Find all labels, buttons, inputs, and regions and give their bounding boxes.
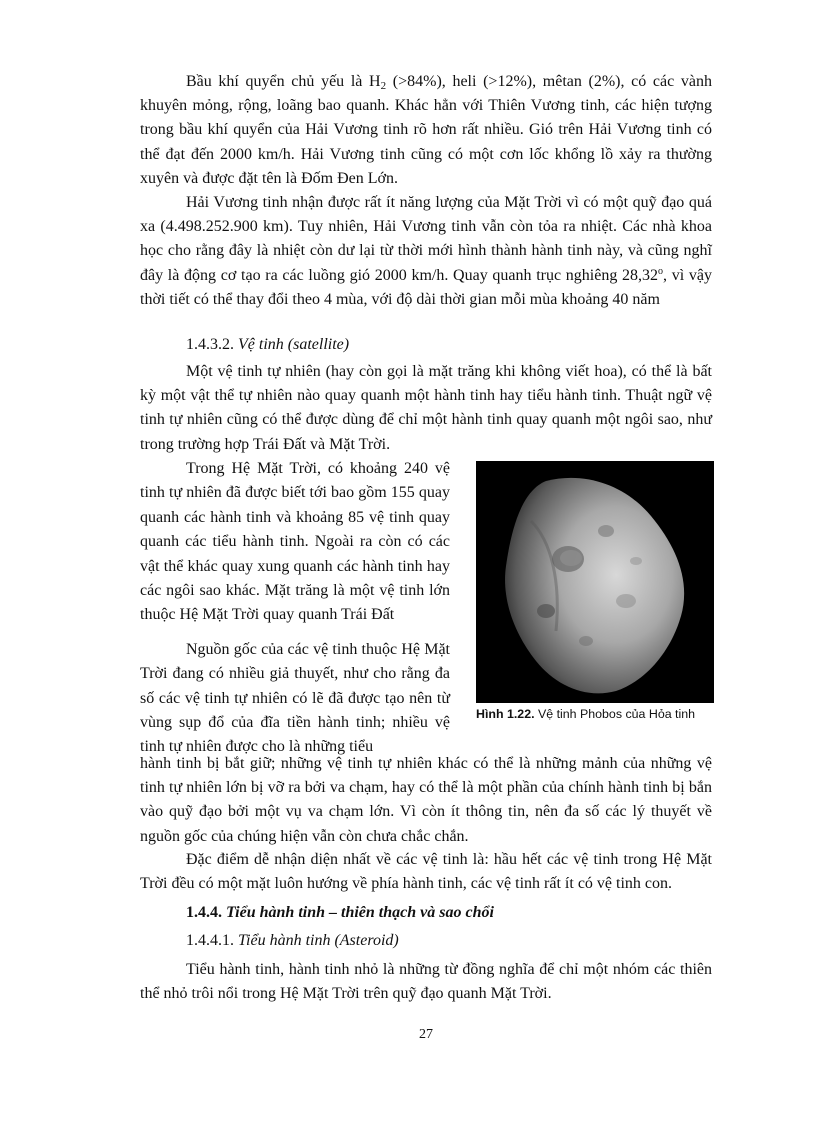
paragraph-satellite-origin-end: hành tinh bị bắt giữ; những vệ tinh tự nhiên khác có thể là những mảnh của những vệ tinh tự nhiên lớn bị vỡ ra bởi va chạm, hay có thể là một phần của chính hành tinh bị bắn vào quỹ đạo bởi một vụ va chạm lớn. Vì còn ít thông tin, nên đa số các lý thuyết về nguồn gốc của chúng hiện vẫn còn chưa chắc chắn. [140,755,712,845]
heading-asteroid: 1.4.4.1. Tiểu hành tinh (Asteroid) [186,932,399,949]
page-number: 27 [419,1027,433,1042]
paragraph-neptune-energy: Hải Vương tinh nhận được rất ít năng lượng của Mặt Trời vì có một quỹ đạo quá xa (4.498.252.900 km). Tuy nhiên, Hải Vương tinh vẫn còn tỏa ra nhiệt. Các nhà khoa học cho rằng đây là nhiệt còn dư lại từ thời mới hình thành hành tinh này, và cũng nghĩ đây là động cơ tạo ra các luồng gió 2000 km/h. Quay quanh trục nghiêng 28,32$^o$, vì vậy thời tiết có thể thay đổi theo 4 mùa, với độ dài thời gian mỗi mùa khoảng 40 năm [140,194,713,308]
heading-satellite: 1.4.3.2. Vệ tinh (satellite) [186,336,350,353]
heading-asteroids-comets: 1.4.4. Tiểu hành tinh – thiên thạch và sao chổi [186,904,494,921]
phobos-image [476,461,714,703]
paragraph-satellite-features: Đặc điểm dễ nhận diện nhất về các vệ tinh là: hầu hết các vệ tinh trong Hệ Mặt Trời đều có một mặt luôn hướng về phía hành tinh, các vệ tinh rất ít có vệ tinh con. [140,851,712,893]
figure-caption: Hình 1.22. Vệ tinh Phobos của Hỏa tinh [476,707,696,721]
wrapped-text-block [140,457,450,760]
figure-phobos [476,461,716,721]
paragraph-satellite-origin-start: Nguồn gốc của các vệ tinh thuộc Hệ Mặt Trời đang có nhiều giả thuyết, như cho rằng đa số các vệ tinh tự nhiên có lẽ đã được tạo nên từ vùng sụp đổ của đĩa tiền hành tinh; nhiều vệ tinh tự nhiên được cho là những tiểu [140,640,450,756]
paragraph-atmosphere: Bầu khí quyển chủ yếu là $H_2$ (>84%), heli (>12%), mêtan (2%), có các vành khuyên mỏng, rộng, loãng bao quanh. Khác hẳn với Thiên Vương tinh, các hiện tượng trong bầu khí quyển của Hải Vương tinh rõ hơn rất nhiều. Gió trên Hải Vương tinh có thể đạt đến 2000 km/h. Hải Vương tinh cũng có một cơn lốc khổng lồ xảy ra thường xuyên và được đặt tên là Đốm Đen Lớn. [140,73,713,187]
paragraph-asteroid-definition: Tiểu hành tinh, hành tinh nhỏ là những từ đồng nghĩa để chỉ một nhóm các thiên thể nhỏ trôi nổi trong Hệ Mặt Trời trên quỹ đạo quanh Mặt Trời. [140,961,712,1003]
paragraph-natural-satellite: Một vệ tinh tự nhiên (hay còn gọi là mặt trăng khi không viết hoa), có thể là bất kỳ một vật thể tự nhiên nào quay quanh một hành tinh hay tiểu hành tinh. Thuật ngữ vệ tinh tự nhiên cũng có thể được dùng để chỉ một hành tinh quay quanh một ngôi sao, như trong trường hợp Trái Đất và Mặt Trời. [140,363,712,453]
paragraph-satellite-count: Trong Hệ Mặt Trời, có khoảng 240 vệ tinh tự nhiên đã được biết tới bao gồm 155 quay quanh các hành tinh và khoảng 85 vệ tinh quay quanh các tiểu hành tinh. Ngoài ra còn có các vật thể khác quay xung quanh các hành tinh hay các ngôi sao khác. Mặt trăng là một vệ tinh lớn thuộc Hệ Mặt Trời quay quanh Trái Đất [140,460,450,624]
